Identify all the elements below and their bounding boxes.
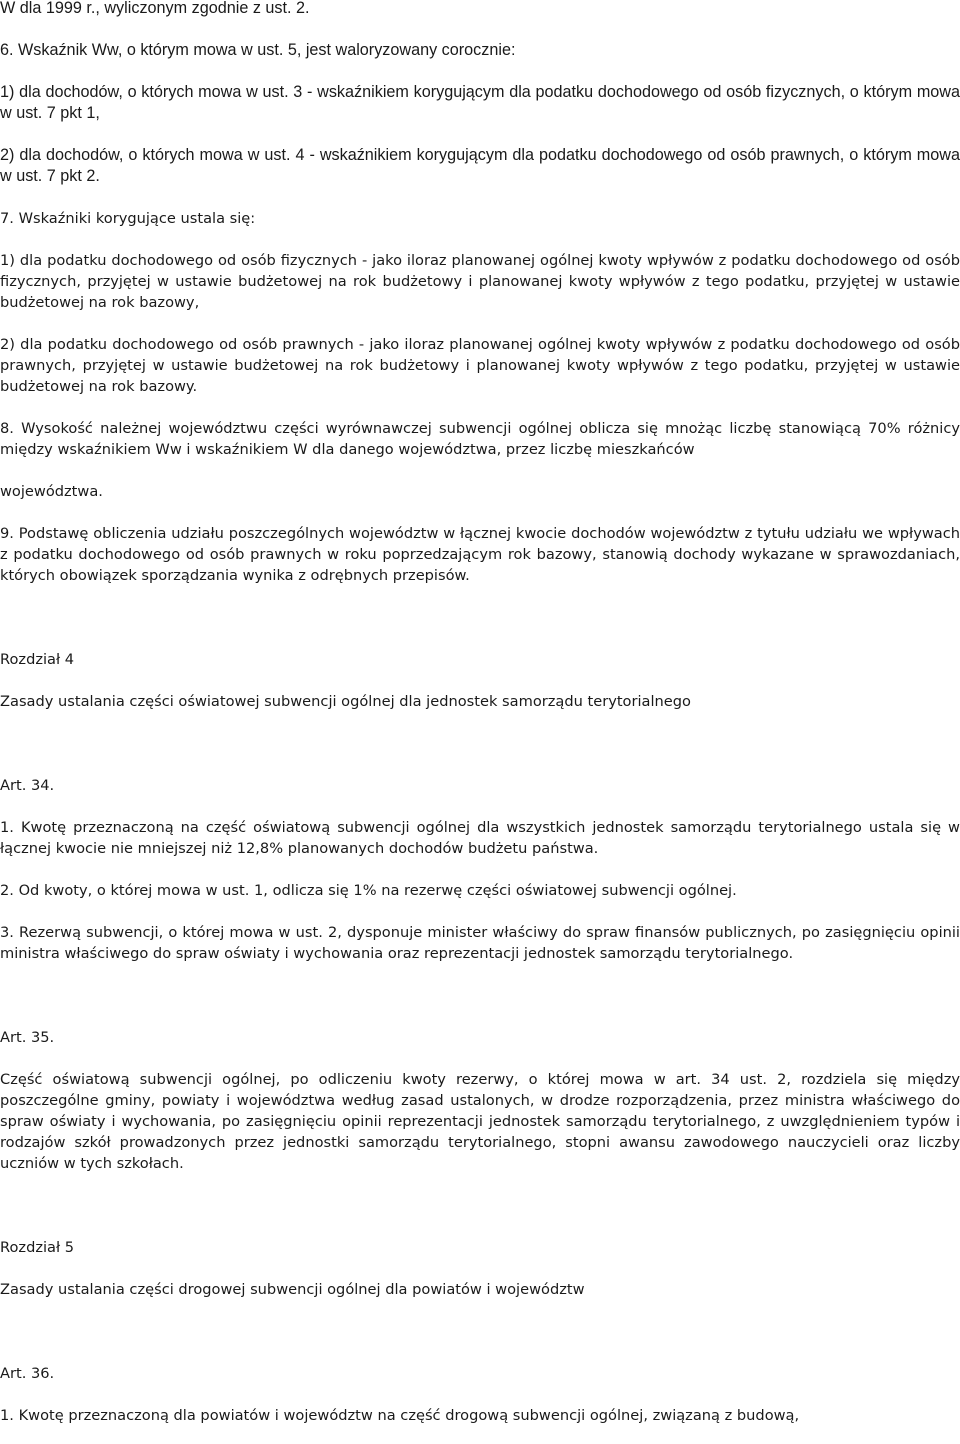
paragraph: Część oświatową subwencji ogólnej, po odliczeniu kwoty rezerwy, o której mowa w art. 34 ust. 2, rozdziela się między poszczególne gminy, powiaty i województwa według zasad ustalonych, w drodze rozporządzenia, przez ministra właściwego do spraw oświaty i wychowania, po zasięgnięciu opinii reprezentacji jednostek samorządu terytorialnego, z uwzględnieniem typów i rodzajów szkół prowadzonych przez jednostki samorządu terytorialnego, stopni awansu zawodowego nauczycieli oraz liczby uczniów w tych szkołach. [0, 1071, 960, 1172]
paragraph: 1) dla podatku dochodowego od osób fizycznych - jako iloraz planowanej ogólnej kwoty wpływów z podatku dochodowego od osób fizycznych, przyjętej w ustawie budżetowej na rok budżetowy i planowanej kwoty wpływów z tego podatku, przyjętej w ustawie budżetowej na rok bazowy, [0, 252, 960, 311]
spacer [0, 1321, 960, 1363]
chapter-title: Zasady ustalania części oświatowej subwencji ogólnej dla jednostek samorządu terytorialnego [0, 693, 691, 710]
paragraph: 9. Podstawę obliczenia udziału poszczególnych województw w łącznej kwocie dochodów województw z tytułu udziału we wpływach z podatku dochodowego od osób prawnych w roku poprzedzającym rok bazowy, stanowią dochody wykazane w sprawozdaniach, których obowiązek sporządzania wynika z odrębnych przepisów. [0, 525, 960, 584]
article-heading: Art. 34. [0, 777, 55, 794]
paragraph: województwa. [0, 483, 103, 500]
paragraph: 6. Wskaźnik Ww, o którym mowa w ust. 5, jest waloryzowany corocznie: [0, 41, 516, 59]
spacer [0, 1195, 960, 1237]
chapter-number: Rozdział 5 [0, 1239, 75, 1256]
paragraph: 8. Wysokość należnej województwu części wyrównawczej subwencji ogólnej oblicza się mnożąc liczbę stanowiącą 70% różnicy między wskaźnikiem Ww i wskaźnikiem W dla danego województwa, przez liczbę mieszkańców [0, 420, 960, 458]
spacer [0, 607, 960, 649]
paragraph: 1) dla dochodów, o których mowa w ust. 3 - wskaźnikiem korygującym dla podatku dochodowego od osób fizycznych, o którym mowa w ust. 7 pkt 1, [0, 83, 960, 122]
paragraph: 2) dla dochodów, o których mowa w ust. 4 - wskaźnikiem korygującym dla podatku dochodowego od osób prawnych, o którym mowa w ust. 7 pkt 2. [0, 146, 960, 185]
paragraph: 2) dla podatku dochodowego od osób prawnych - jako iloraz planowanej ogólnej kwoty wpływów z podatku dochodowego od osób prawnych, przyjętej w ustawie budżetowej na rok budżetowy i planowanej kwoty wpływów z tego podatku, przyjętej w ustawie budżetowej na rok bazowy. [0, 336, 960, 395]
spacer [0, 985, 960, 1027]
spacer [0, 733, 960, 775]
paragraph: 3. Rezerwą subwencji, o której mowa w ust. 2, dysponuje minister właściwy do spraw finansów publicznych, po zasięgnięciu opinii ministra właściwego do spraw oświaty i wychowania oraz reprezentacji jednostek samorządu terytorialnego. [0, 924, 960, 962]
paragraph: 7. Wskaźniki korygujące ustala się: [0, 210, 256, 227]
paragraph: 1. Kwotę przeznaczoną dla powiatów i województw na część drogową subwencji ogólnej, związaną z budową, [0, 1407, 800, 1424]
article-heading: Art. 36. [0, 1365, 55, 1382]
article-heading: Art. 35. [0, 1029, 55, 1046]
paragraph: W dla 1999 r., wyliczonym zgodnie z ust. 2. [0, 0, 310, 17]
chapter-number: Rozdział 4 [0, 651, 75, 668]
paragraph: 2. Od kwoty, o której mowa w ust. 1, odlicza się 1% na rezerwę części oświatowej subwencji ogólnej. [0, 882, 737, 899]
paragraph: 1. Kwotę przeznaczoną na część oświatową subwencji ogólnej dla wszystkich jednostek samorządu terytorialnego ustala się w łącznej kwocie nie mniejszej niż 12,8% planowanych dochodów budżetu państwa. [0, 819, 960, 857]
chapter-title: Zasady ustalania części drogowej subwencji ogólnej dla powiatów i województw [0, 1281, 585, 1298]
